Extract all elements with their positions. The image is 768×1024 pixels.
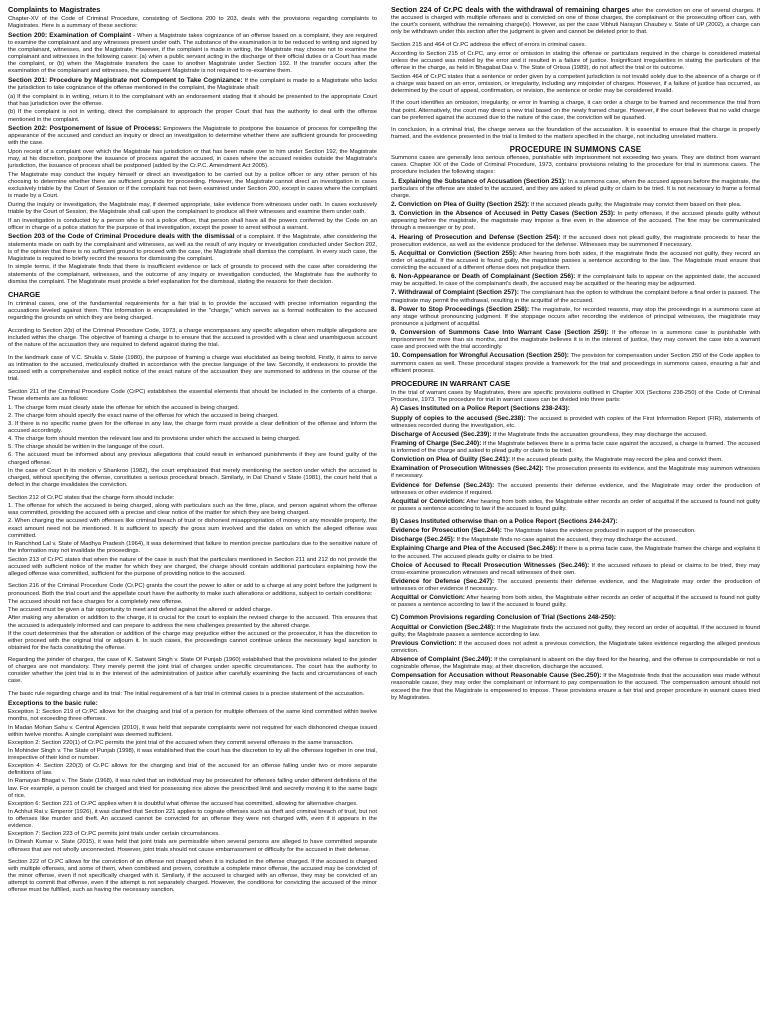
step-heading: B) Cases Instituted otherwise than on a Police Report (Sections 244-247): [391, 518, 618, 526]
summons-stage [391, 289, 760, 304]
exceptions-heading-text: Exceptions to the basic rule: [8, 699, 98, 707]
step-heading: A) Cases Instituted on a Police Report (Sections 238-243): [391, 405, 570, 413]
section-202-p3: The Magistrate may conduct the inquiry himself or direct an investigation to be carried out by a police officer or any other person of his choosing to determine whether there are sufficient grounds for proceeding. However, the Magistrate cannot direct an investigation in cases exclusively triable by the Court of Session or if the complaint has not been examined under Section 200, except in cases where the complaint is made by a Court. [8, 171, 377, 200]
step-text: If the Magistrate finds the accusation groundless, they may discharge the accused. [491, 431, 708, 438]
stage-text: In petty offenses, if the accused pleads guilty without appearing before the magistrate, the magistrate may impose a fine even in the absence of the accused. The fine may be communicated through a messenger or by post. [391, 211, 760, 232]
step-heading: Explaining Charge and Plea of the Accused (Sec.246): [391, 545, 558, 553]
exception-item: In Mohinder Singh v. The State of Punjab (1998), it was established that the court has the discretion to try all the offenses together in one trial, irrespective of their kind or number. [8, 747, 377, 761]
warrant-step [391, 482, 760, 497]
section-203-paragraph [8, 233, 377, 263]
section-212-paragraph: Section 212 of Cr.PC states that the charge form should include: [8, 494, 175, 501]
warrant-step [391, 594, 760, 609]
step-text: The accused presents their defense evidence, and the Magistrate may order the production of witnesses or other evidence if necessary. [391, 578, 760, 593]
section-211-item: 5. The charge should be written in the language of the court. [8, 444, 164, 451]
summons-stage [391, 178, 760, 200]
stage-heading: 9. Conversion of Summons Case Into Warrant Case (Section 259): [391, 329, 609, 337]
warrant-step [391, 498, 760, 513]
section-212-case: In Ranchhod Lal v. State of Madhya Pradesh (1964), it was determined that failure to mention precise particulars due to the sensitive nature of the information may not invalidate the proceedings. [8, 540, 377, 554]
step-text: The accused is provided with copies of the First Information Report (FIR), statements of witnesses recorded during the investigation, etc. [391, 415, 760, 429]
step-text: After hearing from both sides, the Magistrate either records an order of acquittal if the accused is found not guilty or passes a sentence according to law if the accused is found guilty. [391, 595, 760, 609]
stage-text: The magistrate, for recorded reasons, may stop the proceedings in a summons case at any stage without pronouncing judgment. If the stoppage occurs after recording the evidence of principal witnesses, the magistrate may pronounce a judgment of acquittal. [391, 306, 760, 327]
step-heading: Framing of Charge (Sec.240): [391, 439, 482, 447]
step-heading: Evidence for Defense (Sec.247): [391, 577, 495, 585]
conclusion-paragraph: In conclusion, in a criminal trial, the charge serves as the foundation of the accusation. It is essential to ensure that the charge is properly framed, and the evidence presented in the trial is limited to the matters specified in the charge, not including unrelated matters. [391, 127, 760, 141]
section-215-paragraph: According to Section 215 of Cr.PC, any error or omission in stating the offense or particulars required in the charge is considered material unless the accused was misled by the error and it resulted in a failure of justice. Insignificant irregularities in stating the particulars of the offense in the charge, as held in Bhagabat Das v. The State of Orissa (1989), do not affect the trial or its outcome. [391, 50, 760, 71]
warrant-step [391, 518, 760, 526]
warrant-step [391, 527, 760, 535]
charge-p2: According to Section 2(b) of the Criminal Procedure Code, 1973, a charge encompasses any specific allegation when multiple allegations are included within the charge. The objective of framing a charge is to ensure that the accused is provided with a clear and unambiguous account of the nature of the accusation they are required to defend against during the trial. [8, 328, 377, 349]
section-216-item: If the court determines that the alteration or addition of the charge may prejudice either the accused or the prosecutor, it has the discretion to either proceed with the original trial or adjourn it. In such cases, the proceedings cannot continue unless the necessary legal sanction is obtained for the facts constituting the offense. [8, 630, 377, 651]
summons-stage [391, 250, 760, 272]
step-text: If the Magistrate finds that the accusation was made without reasonable cause, they may order the complainant or informant to pay compensation to the accused. The compensation amount should not exceed the fine that the Magistrate is empowered to impose. These provisions ensure a fair trial and proper procedure in warrant cases tried by Magistrates. [391, 673, 760, 701]
step-text: If the accused does not admit a previous conviction, the Magistrate takes evidence regarding the alleged previous conviction. [391, 640, 760, 654]
exceptions-heading [8, 700, 377, 708]
warrant-step [391, 578, 760, 593]
step-heading: Acquittal or Conviction (Sec.248): [391, 623, 496, 631]
exception-item: Exception 4: Section 220(3) of Cr.PC allows for the charging and trial of the accused for an offense falling under two or more separate definitions of law. [8, 763, 377, 777]
step-text: After hearing from both sides, the Magistrate either records an order of acquittal if the accused is found not guilty or passes a sentence according to law if the accused is found guilty. [391, 498, 760, 512]
exception-item: In Ramayan Bhagat v. The State (1968), it was ruled that an individual may be prosecuted for offenses falling under different definitions of the law. For example, a person could be charged and tried for possessing rice above the prescribed limit and secretly moving it to the same bags of rice. [8, 778, 377, 799]
warrant-case-heading: PROCEDURE IN WARRANT CASE [391, 378, 511, 388]
step-text: If the Magistrate finds the accused not guilty, they record an order of acquittal. If the accused is found guilty, the Magistrate passes a sentence according to law. [391, 624, 760, 638]
step-heading: Evidence for Defense (Sec.243): [391, 481, 495, 489]
stage-heading: 6. Non-Appearance or Death of Complainant (Section 256): [391, 273, 576, 281]
left-column [8, 6, 377, 1020]
exception-item: In Madan Mohan Sahu v. Central Agencies (2010), it was held that separate complaints were not required for each dishonored cheque issued within twelve months. A single complaint was deemed sufficient. [8, 724, 377, 738]
stage-text: If the accused does not plead guilty, the magistrate proceeds to hear the prosecution evidence, as well as the evidence produced for the defense. Witnesses may be summoned if necessary. [391, 234, 760, 248]
step-text: If the complainant is absent on the day fixed for the hearing, and the offense is compoundable or not a cognizable offense, the Magistrate may, at their discretion, discharge the accused. [391, 657, 760, 671]
step-heading: Evidence for Prosecution (Sec.244): [391, 527, 502, 535]
right-column [391, 6, 760, 1020]
section-202-p4: During the inquiry or investigation, the Magistrate may, if deemed appropriate, take evidence from witnesses under oath. In cases exclusively triable by the Court of Session, the Magistrate shall call upon the complainant to produce all their witnesses and examine them under oath. [8, 201, 377, 215]
step-heading: Previous Conviction: [391, 639, 457, 647]
section-216-item: After making any alteration or addition to the charge, it is crucial for the court to explain the revised charge to the accused. This ensures that the accused is adequately informed and can prepare to address the new challenges presented by the altered charge. [8, 615, 377, 629]
step-heading: Compensation for Accusation without Reasonable Cause (Sec.250): [391, 672, 602, 680]
section-211-item: 2. The charge form should specify the exact name of the offense for which the accused is being charged. [8, 412, 279, 419]
section-201-heading: Section 201: Procedure by Magistrate not Competent to Take Cognizance: [8, 76, 243, 84]
warrant-step [391, 431, 760, 439]
warrant-step [391, 656, 760, 671]
step-text: If the accused pleads guilty, the Magistrate may record the plea and convict them. [510, 457, 723, 464]
charge-heading: CHARGE [8, 290, 41, 300]
section-203-heading: Section 203 of the Code of Criminal Procedure deals with the dismissal [8, 233, 235, 241]
warrant-intro: In the trial of warrant cases by Magistrates, there are specific provisions outlined in Chapter XIX (Sections 238-250) of the Code of Criminal Procedure, 1973. The procedure for trial in warrant cases can be divided into three parts: [391, 389, 760, 403]
section-202-p2: Upon receipt of a complaint over which the Magistrate has jurisdiction or that has been made over to him under Section 192, the Magistrate may, at his discretion, postpone the issuance of process against the accused, in cases where the accused resides outside the Magistrate's jurisdiction, the issuance of process shall be postponed (added by the Cr.P.C. Amendment Act 2005). [8, 149, 377, 170]
summons-stage [391, 201, 760, 209]
step-text: The Magistrate takes the evidence produced in support of the prosecution. [501, 528, 696, 535]
step-heading: Conviction on Plea of Guilty (Sec.241): [391, 456, 511, 464]
section-200-text: - When a Magistrate takes cognizance of an offense based on a complaint, they are required to examine the complainant and any witnesses present under oath. The substance of the examination is to be reduced to writing and signed by the complainant, witnesses, and the Magistrate. However, if the complaint is made in writing, the Magistrate may choose not to examine the complainant and witnesses in the following cases: (a) when a public servant acting in the discharge of their official duties or a Court has made the complaint, or (b) when the Magistrate transfers the case to another Magistrate under Section 192. If the transfer occurs after the examination of the complainant and witnesses, the subsequent Magistrate is not required to re-examine them. [8, 32, 377, 75]
section-202-p5: If an investigation is conducted by a person who is not a police officer, that person shall have all the powers conferred by the Code on an officer in charge of a police station for the purpose of that investigation, except the power to arrest without a warrant. [8, 217, 377, 231]
section-211-paragraph: Section 211 of the Criminal Procedure Code (CrPC) establishes the essential elements that should be included in the contents of a charge. These elements are as follows: [8, 388, 377, 402]
section-201-text: If the complaint is made to a Magistrate who lacks the jurisdiction to take cognizance of the offense mentioned in the complaint, the Magistrate shall: [8, 77, 377, 91]
section-200-heading: Section 200: Examination of Complaint [8, 31, 132, 39]
stage-text: If the complainant fails to appear on the appointed date, the accused may be acquitted. In case of the complainant's death, the accused may be acquitted or the hearing may be adjourned. [391, 274, 760, 288]
warrant-step [391, 415, 760, 430]
stage-heading: 1. Explaining the Substance of Accusation (Section 251): [391, 177, 567, 185]
section-222-paragraph: Section 222 of Cr.PC allows for the conviction of an offense not charged when it is included in the offense charged. If the accused is charged with multiple offenses, and some of them, when combined and proven, constitute a complete minor offense, the accused may be convicted of the minor offense, even if not specifically charged with it. Similarly, if the accused is charged with an offense, they may be convicted of an attempt to commit that offense, even if the attempt is not separately charged. However, the conditions for convicting the accused of the minor offense must be fulfilled, such as having the necessary sanction. [8, 858, 377, 894]
summons-stage [391, 234, 760, 249]
step-heading: Examination of Prosecution Witnesses (Sec.242): [391, 465, 544, 473]
section-215-intro: Section 215 and 464 of Cr.PC address the effect of errors in criminal cases. [391, 42, 587, 48]
section-211-item: 6. The accused must be informed about any previous allegations that could result in enhanced punishments if they are found guilty of the charged offense. [8, 452, 377, 466]
stage-heading: 10. Compensation for Wrongful Accusation (Section 250): [391, 352, 569, 360]
section-202-text: Empowers the Magistrate to postpone the issuance of process for compelling the appearance of the accused and conduct an inquiry or direct an investigation to determine whether there are sufficient grounds for proceeding with the case. [8, 126, 377, 147]
section-224-paragraph [391, 6, 760, 37]
warrant-step [391, 536, 760, 544]
exception-item: In Achhut Rai v. Emperor (1926), it was clarified that Section 221 applies to cognate offenses such as theft and criminal breach of trust, but not to offenses like murder and theft. An accused cannot be convicted for an offense they were not charged with, even if it appears in the evidence. [8, 808, 377, 830]
step-text: The prosecution presents its evidence, and the Magistrate may summon witnesses if necessary. [391, 466, 760, 480]
warrant-step [391, 624, 760, 639]
exception-item: Exception 1: Section 219 of Cr.PC allows for the charging and trial of a person for multiple offenses of the same kind committed within twelve months, not exceeding three offenses. [8, 709, 377, 723]
stage-heading: 7. Withdrawal of Complaint (Section 257): [391, 289, 519, 297]
section-212-item: 1. The offense for which the accused is being charged, along with particulars such as the time, place, and person against whom the offense was committed, providing the accused with a precise and clear notice of the matter for which they are being charged. [8, 503, 377, 517]
complaints-intro: Chapter-XV of the Code of Criminal Procedure, consisting of Sections 200 to 203, deals with the provisions regarding complaints to Magistrates. Here is a summary of these sections: [8, 15, 377, 29]
warrant-step [391, 562, 760, 577]
section-201-b: (b) If the complaint is not in writing, direct the complainant to approach the proper Court that has the authority to deal with the offense mentioned in the complaint. [8, 109, 377, 123]
stage-text: If the accused pleads guilty, the Magistrate may convict them based on their plea. [529, 202, 742, 209]
warrant-step [391, 672, 760, 702]
warrant-step [391, 405, 760, 413]
section-213-paragraph: Section 213 of Cr.PC states that when the nature of the case is such that the particulars mentioned in Section 211 and 212 do not provide the accused with sufficient notice of the matter for which they are charged, the charge should contain additional particulars explaining how the alleged offense was committed, sufficient for the purpose of providing notice to the accused. [8, 556, 377, 577]
step-heading: Absence of Complaint (Sec.249): [391, 656, 493, 664]
summons-stage [391, 210, 760, 232]
exception-item: In Dinesh Kumar v. State (2015), it was held that joint trials are permissible when several persons are alleged to have committed separate offenses that are not wholly unconnected. However, joint trials should not cause embarrassment or difficulty for the accused in their defense. [8, 839, 377, 853]
step-heading: C) Common Provisions regarding Conclusion of Trial (Sections 248-250): [391, 614, 617, 622]
stage-heading: 4. Hearing of Prosecution and Defense (Section 254): [391, 233, 561, 241]
step-heading: Choice of Accused to Recall Prosecution Witnesses (Sec.246): [391, 561, 590, 569]
step-heading: Acquittal or Conviction: [391, 497, 465, 505]
stage-text: If the offense in a summons case is punishable with imprisonment for more than six months, and the magistrate believes it is in the interest of justice, they may convert the case into a warrant case and proceed with the trial accordingly. [391, 330, 760, 351]
stage-text: In a summons case, when the accused appears before the magistrate, the particulars of the offense are stated to the accused, and they are asked to plead guilty or claim to be tried. It is not necessary to frame a formal charge. [391, 178, 760, 199]
stage-heading: 3. Conviction in the Absence of Accused in Petty Cases (Section 253): [391, 210, 616, 218]
warrant-step [391, 440, 760, 455]
section-203-p2: In simple terms, if the Magistrate finds that there is insufficient evidence or lack of grounds to proceed with the case after considering the statements of the complainant, witnesses, and the outcome of any inquiry or investigation conducted, the Magistrate has the authority to dismiss the complaint. The Magistrate must provide a brief explanation for the dismissal, stating the reasons for their decision. [8, 264, 377, 285]
warrant-step [391, 456, 760, 464]
section-464-paragraph: Section 464 of Cr.PC states that a sentence or order given by a competent jurisdiction is not invalid solely due to the absence of a charge or if a charge was based on an error, omission, or irregularity, including any misjoinder of charges. However, if a failure of justice has occurred, as determined by the court of appeal, confirmation, or revision, the sentence or order may be considered invalid. [391, 73, 760, 94]
step-heading: Discharge (Sec.245): [391, 536, 455, 544]
summons-case-heading: PROCEDURE IN SUMMONS CASE [509, 144, 642, 154]
summons-stage [391, 306, 760, 328]
stage-heading: 8. Power to Stop Proceedings (Section 258): [391, 305, 530, 313]
section-202-heading: Section 202: Postponement of Issue of Process: [8, 125, 162, 133]
stage-heading: 5. Acquittal or Conviction (Section 255): [391, 249, 517, 257]
omission-paragraph: If the court identifies an omission, irregularity, or error in framing a charge, it can order a charge to be framed and recommence the trial from that point. Alternatively, the court may direct a new trial based on the newly framed charge. However, if the court believes that no valid charge can be preferred against the accused due to the nature of the case, the conviction will be quashed. [391, 100, 760, 121]
section-224-text: after the conviction on one of several charges. If the accused is charged with multiple offenses and is convicted on one of those charges, the complainant or the prosecuting officer can, with the court's consent, withdraw the remaining charge(s). However, as per the case Vibhuti Narayan Chaubey v. State of UP (2002), a charge can only be withdrawn under this section after the judgment is given and cannot be deleted prior to that. [391, 8, 760, 36]
stage-text: The provision for compensation under Section 250 of the Code applies to summons cases as well. These procedural stages provide a framework for the trial and proceedings in summons cases, ensuring a fair and efficient process. [391, 353, 760, 374]
section-211-case: In the case of Court in its motion v Shankroo (1982), the court emphasized that merely mentioning the section under which the accused is charged, without specifying the offense, constitutes a serious procedural breach. Similarly, in Dal Chand v State (1981), the court held that a defect in the charge invalidates the conviction. [8, 467, 377, 488]
section-216-item: The accused should not face charges for a completely new offense. [8, 599, 183, 606]
stage-text: The complainant has the option to withdraw the complaint before a final order is passed. The magistrate may permit the withdrawal, resulting in the acquittal of the accused. [391, 290, 760, 304]
step-text: If the accused refuses to plead or claims to be tried, they may cross-examine prosecution witnesses and recall witnesses of their own. [391, 562, 760, 576]
complaints-heading: Complaints to Magistrates [8, 6, 101, 14]
stage-heading: 2. Conviction on Plea of Guilty (Section 252): [391, 201, 530, 209]
section-211-item: 1. The charge form must clearly state the offense for which the accused is being charged. [8, 404, 240, 411]
exception-item: Exception 2: Section 220(1) of Cr.PC permits the joint trial of the accused when they commit several offenses in the same transaction. [8, 739, 354, 746]
step-text: If the Magistrate finds no case against the accused, they may discharge the accused. [454, 537, 677, 544]
summons-stage [391, 329, 760, 351]
summons-intro: Summons cases are generally less serious offenses, punishable with imprisonment not exceeding two years. They are distinct from warrant cases. Chapter XX of the Code of Criminal Procedure, 1973, contains provisions relating to the procedure for trial in summons cases. The procedure includes the following stages: [391, 154, 760, 176]
summons-stage [391, 352, 760, 374]
warrant-step [391, 465, 760, 480]
exception-item: Exception 7: Section 223 of Cr.PC permits joint trials under certain circumstances. [8, 831, 220, 838]
section-201-a: (a) If the complaint is in writing, return it to the complainant with an endorsement stating that it should be presented to the appropriate Court that has jurisdiction over the offense. [8, 93, 377, 107]
step-text: If the Magistrate believes there is a prima facie case against the accused, a charge is framed. The accused is informed of the charge and asked to plead guilty or claim to be tried. [391, 440, 760, 455]
section-211-item: 4. The charge form should mention the relevant law and its provisions under which the accused is being charged. [8, 436, 301, 443]
warrant-step [391, 545, 760, 560]
step-heading: Discharge of Accused (Sec.239): [391, 430, 492, 438]
section-200-paragraph [8, 32, 377, 76]
summons-stage [391, 273, 760, 288]
section-216-paragraph: Section 216 of the Criminal Procedure Code (Cr.PC) grants the court the power to alter or add to a charge at any point before the judgment is pronounced. Both the trial court and the appellate court have the authority to make such alterations or additions, subject to certain conditions: [8, 583, 377, 597]
step-heading: Acquittal or Conviction: [391, 594, 465, 602]
section-202-paragraph [8, 125, 377, 147]
section-203-text: of a complaint. If the Magistrate, after considering the statements made on oath by the complainant and witnesses, as well as the result of any inquiry or investigation conducted under Section 202, is of the opinion that there is no sufficient ground to proceed with the case, the Magistrate shall dismiss the complaint. In every such case, the Magistrate is required to briefly record the reasons for dismissing the complaint. [8, 234, 377, 262]
section-201-paragraph [8, 77, 377, 92]
joinder-paragraph: Regarding the joinder of charges, the case of K. Satwant Singh v. State Of Punjab (1960) established that the provisions related to the joinder of charges are not mandatory. They merely permit the joint trial of charges under specific circumstances. The court has the authority to consider whether the joint trial is in the interest of the administration of justice after carefully examining the facts and circumstances of each case. [8, 657, 377, 685]
charge-p1: In criminal cases, one of the fundamental requirements for a fair trial is to provide the accused with precise information regarding the accusations leveled against them. This information is encapsulated in the "charge," which serves as a formal notification to the accused regarding the grounds on which they are being charged. [8, 301, 377, 322]
basic-rule-paragraph: The basic rule regarding charge and its trial: The initial requirement of a fair trial in criminal cases is a precise statement of the accusation. [8, 691, 365, 697]
section-224-heading: Section 224 of Cr.PC deals with the withdrawal of remaining charges [391, 6, 630, 14]
section-212-item: 2. When charging the accused with offenses like criminal breach of trust or dishonest misappropriation of money or any movable property, the exact amount need not be mentioned. It is sufficient to specify the gross sum involved and the dates on which the alleged offense was committed. [8, 518, 377, 539]
charge-p3: In the landmark case of V.C. Shukla v. State (1980), the purpose of framing a charge was elucidated as being twofold. Firstly, it aims to serve as intimation to the accused, meticulously drafted in accordance with the precise language of the law. Secondly, it endeavors to provide the accused with a comprehensive and explicit notice of the exact nature of the accusation they are summoned to address in the course of the trial. [8, 354, 377, 383]
step-text: If there is a prima facie case, the Magistrate frames the charge and explains it to the accused. The accused pleads guilty or claims to be tried. [391, 546, 760, 560]
warrant-step [391, 614, 760, 622]
stage-text: After hearing from both sides, if the magistrate finds the accused not guilty, they record an order of acquittal. If the accused is found guilty, the magistrate passes a sentence according to the law. The Magistrate must ensure that convicting the accused of a different offense does not prejudice them. [391, 250, 760, 272]
section-216-item: The accused must be given a fair opportunity to meet and defend against the altered or added charge. [8, 607, 273, 614]
section-211-item: 3. If there is no specific name given for the offense in any law, the charge form must provide a clear definition of the offense and inform the accused accordingly. [8, 420, 377, 434]
step-heading: Supply of copies to the accused (Sec.238): [391, 414, 526, 422]
warrant-step [391, 640, 760, 655]
exception-item: Exception 6: Section 221 of Cr.PC applies when it is doubtful what offense the accused has committed, allowing for alternative charges. [8, 800, 358, 807]
step-text: The accused presents their defense evidence, and the Magistrate may order the production of witnesses or other evidence if required. [391, 482, 760, 496]
